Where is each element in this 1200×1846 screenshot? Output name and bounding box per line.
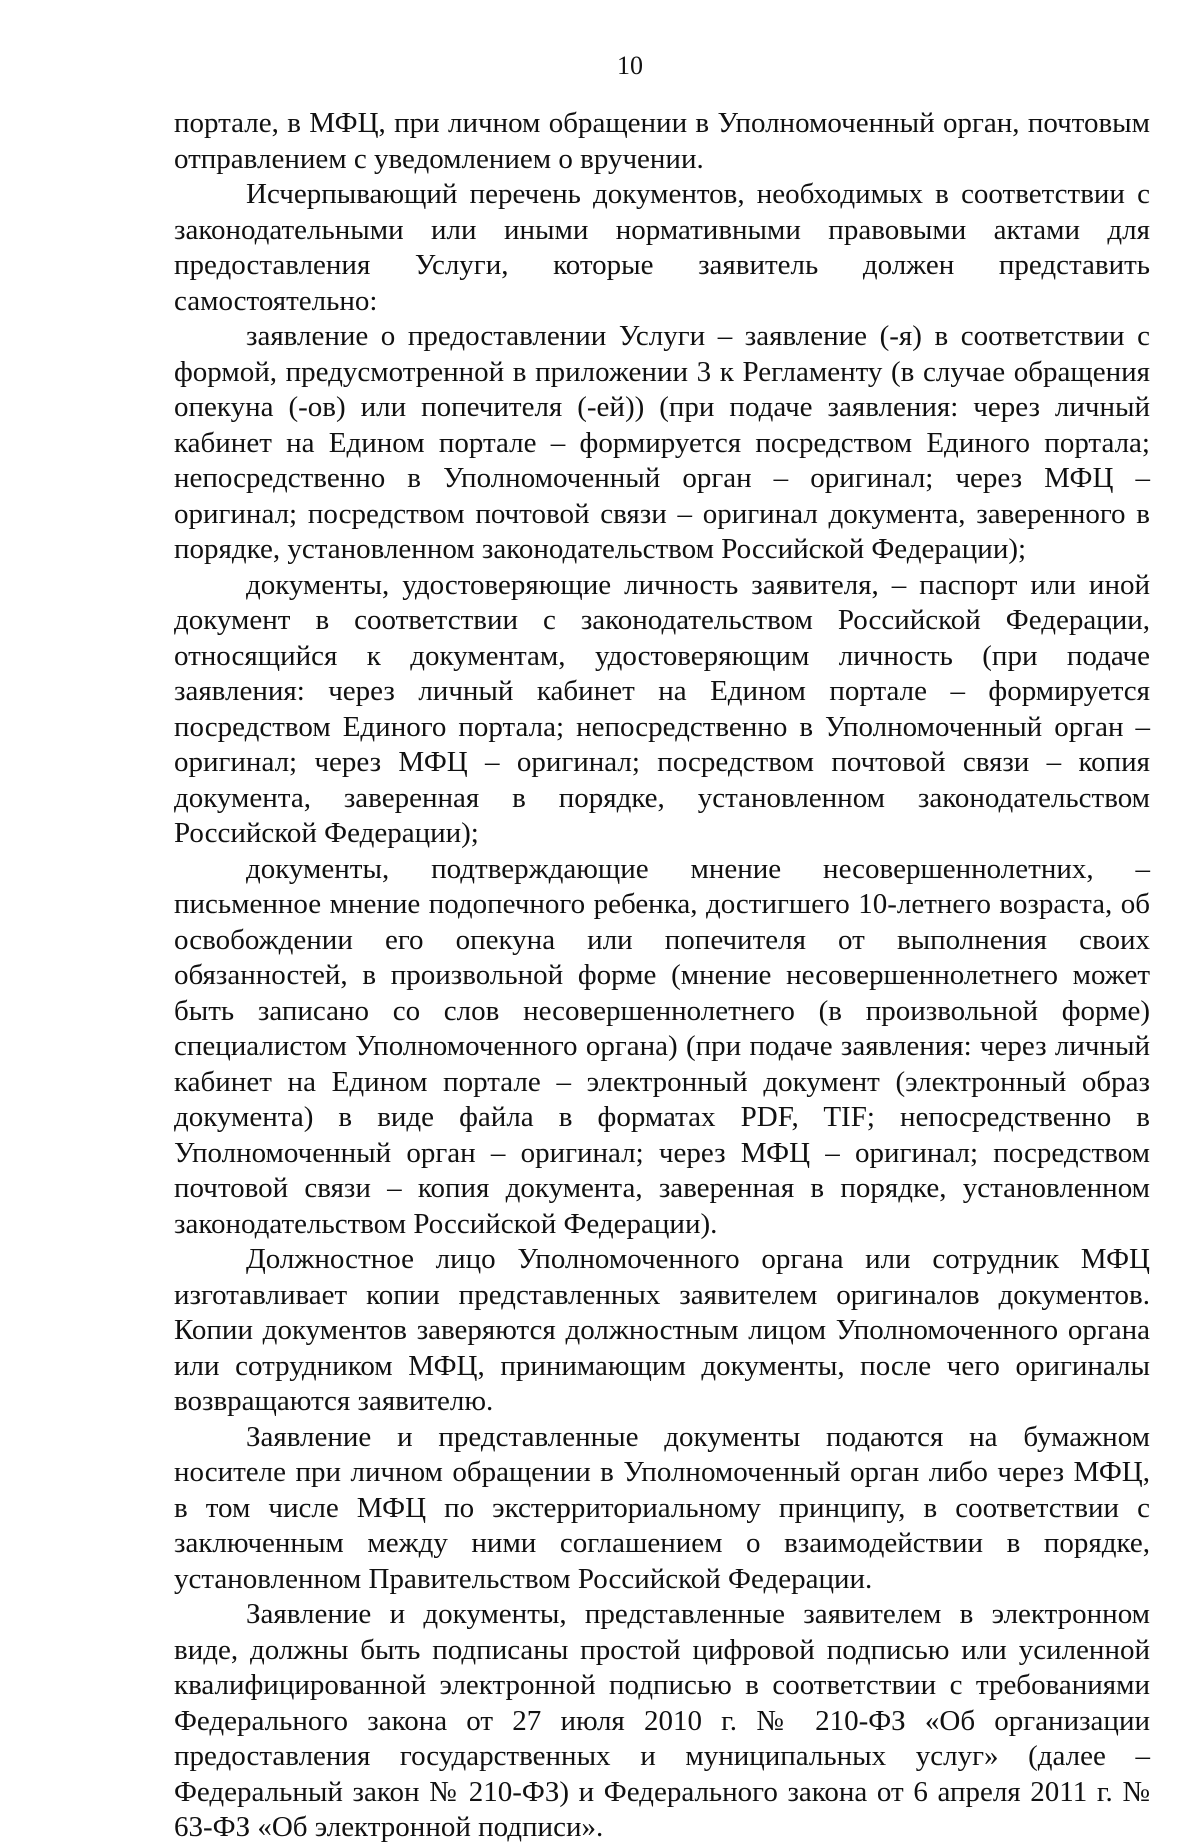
document-body <box>174 106 1150 1846</box>
paragraph-8: Заявление и документы, представленные заявителем в электронном виде, должны быть подписаны простой цифровой подписью или усиленной квалифицированной электронной подписью в соответствии с требованиями Федерального закона от 27 июля 2010 г. № 210-ФЗ «Об организации предоставления государственных и муниципальных услуг» (далее – Федеральный закон № 210-ФЗ) и Федерального закона от 6 апреля 2011 г. № 63-ФЗ «Об электронной подписи». <box>174 1598 1150 1843</box>
paragraph-4: документы, удостоверяющие личность заявителя, – паспорт или иной документ в соответствии с законодательством Российской Федерации, относящийся к документам, удостоверяющим личность (при подаче заявления: через личный кабинет на Едином портале – формируется посредством Единого портала; непосредственно в Уполномоченный орган – оригинал; через МФЦ – оригинал; посредством почтовой связи – копия документа, заверенная в порядке, установленном законодательством Российской Федерации); <box>174 568 1150 849</box>
paragraph-6: Должностное лицо Уполномоченного органа или сотрудник МФЦ изготавливает копии представленных заявителем оригиналов документов. Копии документов заверяются должностным лицом Уполномоченного органа или сотрудником МФЦ, принимающим документы, после чего оригиналы возвращаются заявителю. <box>174 1243 1150 1417</box>
page-number: 10 <box>617 51 643 80</box>
paragraph-1: портале, в МФЦ, при личном обращении в Уполномоченный орган, почтовым отправлением с уведомлением о вручении. <box>174 107 1150 175</box>
paragraph-5: документы, подтверждающие мнение несовершеннолетних, – письменное мнение подопечного ребенка, достигшего 10-летнего возраста, об освобождении его опекуна или попечителя от выполнения своих обязанностей, в произвольной форме (мнение несовершеннолетнего может быть записано со слов несовершеннолетнего (в произвольной форме) специалистом Уполномоченного органа) (при подаче заявления: через личный кабинет на Едином портале – электронный документ (электронный образ документа) в виде файла в форматах PDF, TIF; непосредственно в Уполномоченный орган – оригинал; через МФЦ – оригинал; посредством почтовой связи – копия документа, заверенная в порядке, установленном законодательством Российской Федерации). <box>174 852 1150 1240</box>
paragraph-3: заявление о предоставлении Услуги – заявление (-я) в соответствии с формой, предусмотренной в приложении 3 к Регламенту (в случае обращения опекуна (-ов) или попечителя (-ей)) (при подаче заявления: через личный кабинет на Едином портале – формируется посредством Единого портала; непосредственно в Уполномоченный орган – оригинал; через МФЦ – оригинал; посредством почтовой связи – оригинал документа, заверенного в порядке, установленном законодательством Российской Федерации); <box>174 320 1150 565</box>
paragraph-7: Заявление и представленные документы подаются на бумажном носителе при личном обращении в Уполномоченный орган либо через МФЦ, в том числе МФЦ по экстерриториальному принципу, в соответствии с заключенным между ними соглашением о взаимодействии в порядке, установленном Правительством Российской Федерации. <box>174 1420 1150 1595</box>
paragraph-2: Исчерпывающий перечень документов, необходимых в соответствии с законодательными или иными нормативными правовыми актами для предоставления Услуги, которые заявитель должен представить самостоятельно: <box>174 178 1150 317</box>
